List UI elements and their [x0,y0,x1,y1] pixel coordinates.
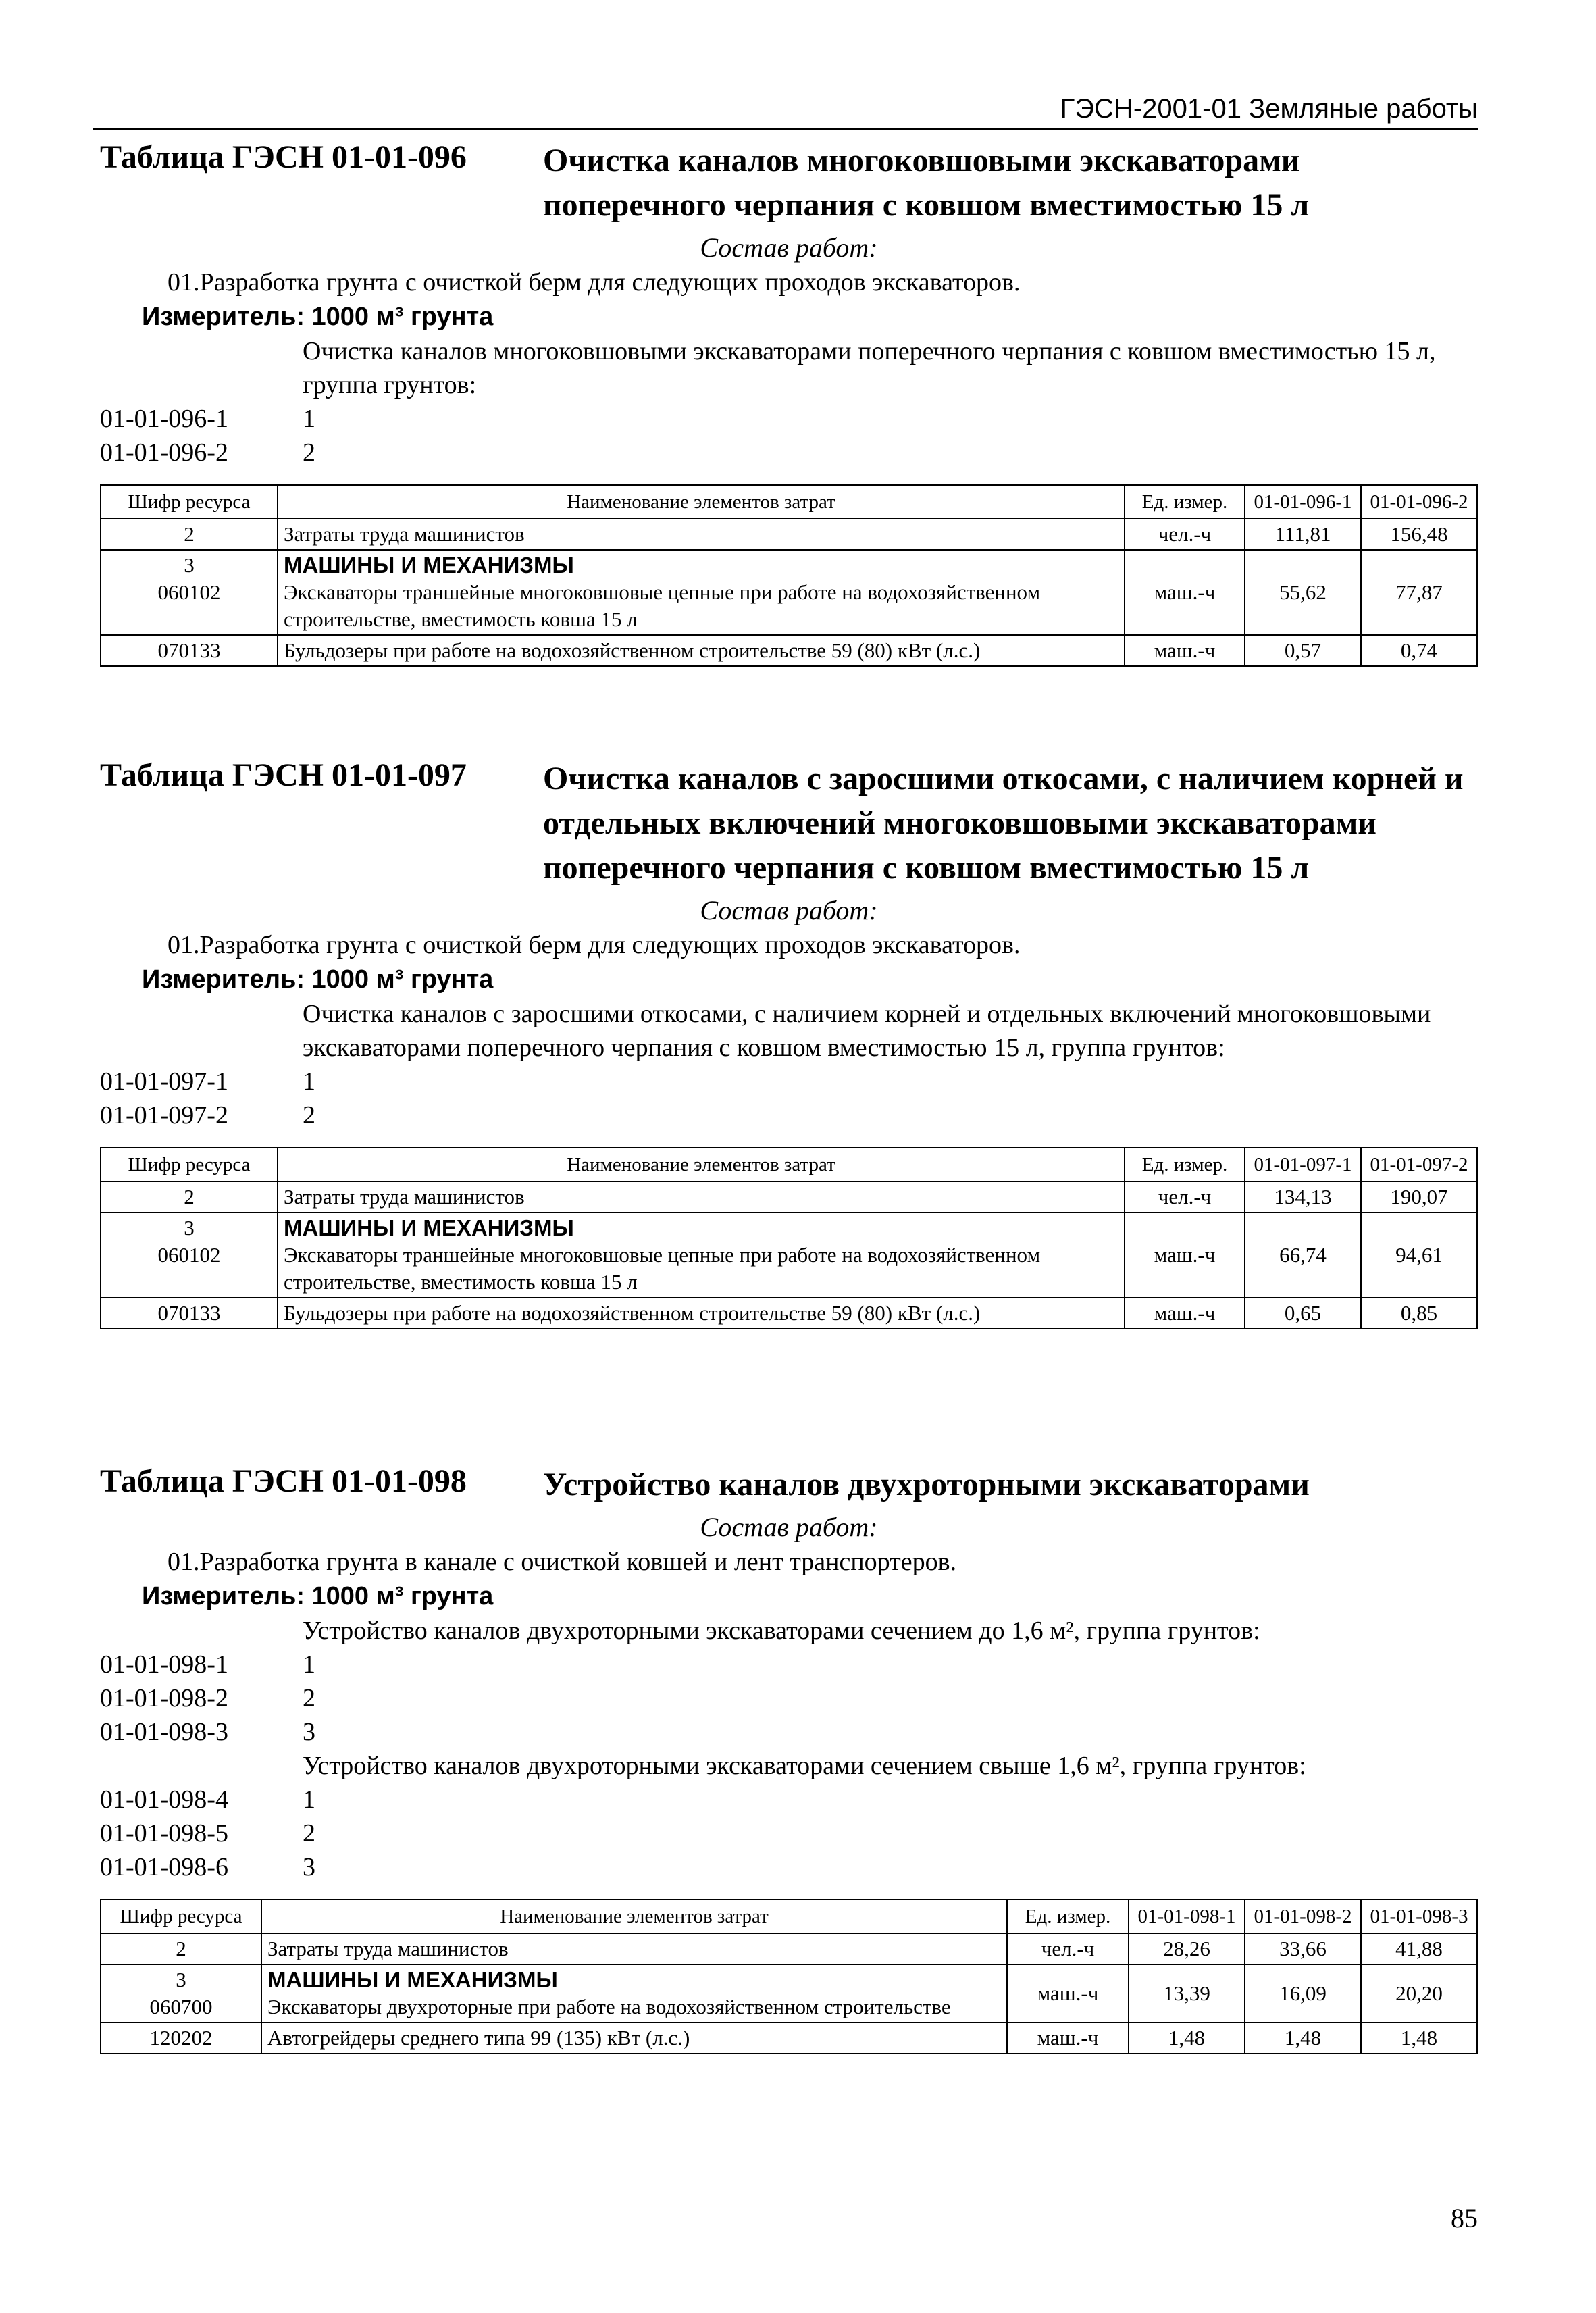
row-unit: чел.-ч [1125,519,1245,550]
measurer: Измеритель: 1000 м³ грунта [142,303,494,331]
col-name-header: Наименование элементов затрат [261,1900,1007,1933]
row-code: 060102 [157,1243,221,1267]
row-value: 1,48 [1361,2023,1477,2054]
row-unit: маш.-ч [1125,635,1245,666]
rate-group: 2 [303,1819,315,1848]
row-code: 120202 [101,2023,261,2054]
rate-row [100,1715,1478,1749]
composition-label: Состав работ: [700,1512,878,1542]
rate-row [100,402,1478,436]
table-code: Таблица ГЭСН 01-01-098 [100,1463,467,1499]
section-heading [100,138,1478,228]
rate-code: 01-01-096-1 [100,405,228,433]
col-rate-header: 01-01-096-1 [1245,485,1361,519]
row-value: 41,88 [1361,1933,1477,1964]
rate-code: 01-01-098-3 [100,1718,228,1746]
rate-row [100,1783,1478,1816]
col-code-header: Шифр ресурса [101,485,278,519]
table-title: Устройство каналов двухроторными экскаваторами [543,1467,1310,1502]
rate-code: 01-01-096-2 [100,438,228,467]
table-row [101,519,1477,550]
section-heading [100,1463,1478,1507]
row-name-text: Экскаваторы двухроторные при работе на водохозяйственном строительстве [267,1995,951,2018]
page-header [93,81,1478,130]
rate-group: 3 [303,1718,315,1746]
col-rate-header: 01-01-098-2 [1245,1900,1361,1933]
group-heading: МАШИНЫ И МЕХАНИЗМЫ [267,1967,558,1992]
rate-row [100,1065,1478,1098]
rates-intro: Очистка каналов многоковшовыми экскаваторами поперечного черпания с ковшом вместимостью 15 л, группа грунтов: [303,337,1436,399]
col-name-header: Наименование элементов затрат [278,485,1125,519]
measurer: Измеритель: 1000 м³ грунта [142,1582,494,1610]
row-name-text: Экскаваторы траншейные многоковшовые цепные при работе на водохозяйственном строительстве, вместимость ковша 15 л [284,580,1041,631]
rate-code: 01-01-098-6 [100,1853,228,1881]
row-value: 77,87 [1361,550,1477,635]
rate-row [100,1816,1478,1850]
rate-row [100,1681,1478,1715]
rate-code: 01-01-097-2 [100,1101,228,1129]
row-name: Затраты труда машинистов [261,1933,1007,1964]
row-name-text: Экскаваторы траншейные многоковшовые цепные при работе на водохозяйственном строительстве, вместимость ковша 15 л [284,1243,1041,1294]
col-rate-header: 01-01-097-1 [1245,1148,1361,1181]
row-name: Затраты труда машинистов [278,1181,1125,1213]
row-code [101,1964,261,2023]
table-row [101,550,1477,635]
row-code: 070133 [101,1298,278,1329]
row-value: 111,81 [1245,519,1361,550]
row-value: 0,65 [1245,1298,1361,1329]
row-value: 55,62 [1245,550,1361,635]
header-title: ГЭСН-2001-01 Земляные работы [1060,94,1478,124]
row-value: 0,57 [1245,635,1361,666]
col-unit-header: Ед. измер. [1125,1148,1245,1181]
rate-row [100,1850,1478,1884]
section-098 [100,1463,1478,2054]
table-row [101,635,1477,666]
measurer: Измеритель: 1000 м³ грунта [142,965,494,994]
row-unit: маш.-ч [1125,1213,1245,1298]
group-code: 3 [184,553,195,577]
rate-group: 2 [303,438,315,467]
table-row [101,1298,1477,1329]
row-name [278,550,1125,635]
rate-code: 01-01-098-5 [100,1819,228,1848]
row-value: 0,74 [1361,635,1477,666]
table-row [101,1213,1477,1298]
row-code: 060102 [157,580,221,604]
group-code: 3 [184,1216,195,1240]
col-unit-header: Ед. измер. [1125,485,1245,519]
rate-row [100,436,1478,469]
row-value: 33,66 [1245,1933,1361,1964]
row-unit: маш.-ч [1125,550,1245,635]
table-title: Очистка каналов многоковшовыми экскаваторами поперечного черпания с ковшом вместимостью 15 л [543,143,1310,223]
row-value: 13,39 [1129,1964,1245,2023]
row-value: 16,09 [1245,1964,1361,2023]
work-item: 01.Разработка грунта с очисткой берм для следующих проходов экскаваторов. [168,268,1021,297]
rates-intro: Устройство каналов двухроторными экскаваторами сечением свыше 1,6 м², группа грунтов: [303,1752,1306,1780]
row-unit: маш.-ч [1007,2023,1129,2054]
row-value: 156,48 [1361,519,1477,550]
table-row [101,2023,1477,2054]
composition-label: Состав работ: [700,895,878,925]
row-code [101,1213,278,1298]
work-item: 01.Разработка грунта с очисткой берм для следующих проходов экскаваторов. [168,931,1021,959]
col-unit-header: Ед. измер. [1007,1900,1129,1933]
row-value: 20,20 [1361,1964,1477,2023]
rate-row [100,1098,1478,1132]
section-heading [100,757,1478,890]
row-unit: чел.-ч [1125,1181,1245,1213]
composition-label: Состав работ: [700,232,878,263]
cost-table [100,1147,1478,1329]
cost-table [100,484,1478,667]
rate-group: 2 [303,1684,315,1712]
col-rate-header: 01-01-096-2 [1361,485,1477,519]
row-code [101,550,278,635]
table-header [101,485,1477,519]
row-code: 2 [101,1933,261,1964]
rates-intro: Устройство каналов двухроторными экскаваторами сечением до 1,6 м², группа грунтов: [303,1617,1260,1645]
row-name: Бульдозеры при работе на водохозяйственном строительстве 59 (80) кВт (л.с.) [278,635,1125,666]
col-rate-header: 01-01-097-2 [1361,1148,1477,1181]
rate-group: 3 [303,1853,315,1881]
row-code: 070133 [101,635,278,666]
row-value: 1,48 [1129,2023,1245,2054]
col-rate-header: 01-01-098-3 [1361,1900,1477,1933]
rate-group: 1 [303,1650,315,1679]
row-name: Автогрейдеры среднего типа 99 (135) кВт (л.с.) [261,2023,1007,2054]
row-value: 190,07 [1361,1181,1477,1213]
group-heading: МАШИНЫ И МЕХАНИЗМЫ [284,1215,574,1240]
row-code: 060700 [149,1995,213,2018]
row-code: 2 [101,1181,278,1213]
table-title: Очистка каналов с заросшими откосами, с наличием корней и отдельных включений многоковшовыми экскаваторами поперечного черпания с ковшом вместимостью 15 л [543,761,1464,886]
col-code-header: Шифр ресурса [101,1900,261,1933]
table-row [101,1933,1477,1964]
table-header [101,1148,1477,1181]
row-value: 1,48 [1245,2023,1361,2054]
rate-code: 01-01-098-4 [100,1785,228,1814]
rates-intro: Очистка каналов с заросшими откосами, с наличием корней и отдельных включений многоковшовыми экскаваторами поперечного черпания с ковшом вместимостью 15 л, группа грунтов: [303,1000,1431,1062]
table-header [101,1900,1477,1933]
rate-group: 1 [303,1067,315,1096]
row-value: 94,61 [1361,1213,1477,1298]
row-value: 0,85 [1361,1298,1477,1329]
rate-group: 1 [303,1785,315,1814]
rate-code: 01-01-098-2 [100,1684,228,1712]
row-code: 2 [101,519,278,550]
page-number: 85 [1451,2203,1478,2233]
rate-row [100,1648,1478,1681]
group-code: 3 [176,1968,186,1991]
table-code: Таблица ГЭСН 01-01-096 [100,139,467,175]
row-unit: маш.-ч [1007,1964,1129,2023]
col-rate-header: 01-01-098-1 [1129,1900,1245,1933]
work-item: 01.Разработка грунта в канале с очисткой ковшей и лент транспортеров. [168,1548,957,1576]
row-unit: чел.-ч [1007,1933,1129,1964]
section-097 [100,757,1478,1329]
table-row [101,1181,1477,1213]
col-code-header: Шифр ресурса [101,1148,278,1181]
row-name [261,1964,1007,2023]
rate-group: 1 [303,405,315,433]
rate-group: 2 [303,1101,315,1129]
table-row [101,1964,1477,2023]
section-096 [100,138,1478,667]
col-name-header: Наименование элементов затрат [278,1148,1125,1181]
rate-code: 01-01-097-1 [100,1067,228,1096]
group-heading: МАШИНЫ И МЕХАНИЗМЫ [284,553,574,578]
row-name: Затраты труда машинистов [278,519,1125,550]
row-unit: маш.-ч [1125,1298,1245,1329]
table-code: Таблица ГЭСН 01-01-097 [100,757,467,793]
row-value: 28,26 [1129,1933,1245,1964]
row-value: 134,13 [1245,1181,1361,1213]
row-name: Бульдозеры при работе на водохозяйственном строительстве 59 (80) кВт (л.с.) [278,1298,1125,1329]
row-value: 66,74 [1245,1213,1361,1298]
cost-table [100,1899,1478,2054]
rate-code: 01-01-098-1 [100,1650,228,1679]
row-name [278,1213,1125,1298]
